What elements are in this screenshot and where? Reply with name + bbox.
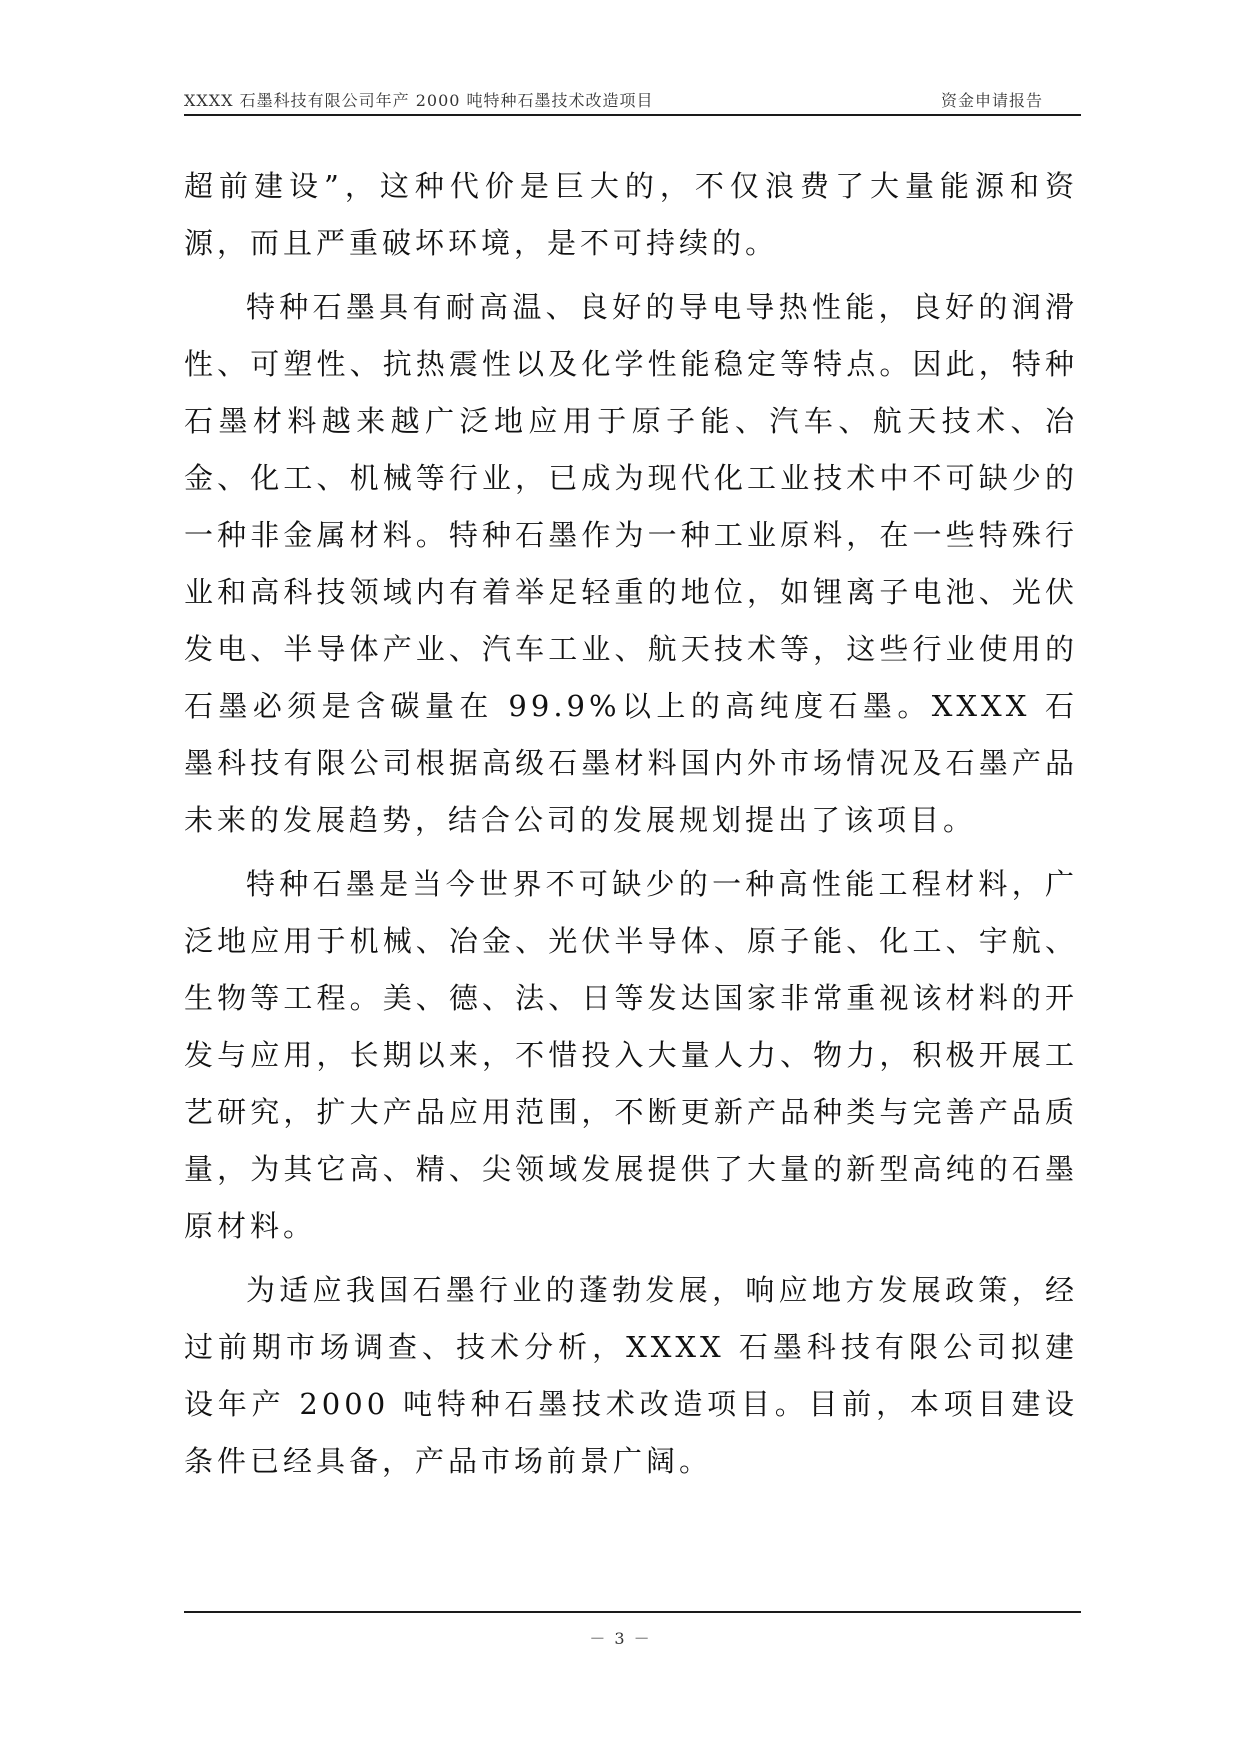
body-paragraph-1: 超前建设”，这种代价是巨大的，不仅浪费了大量能源和资源，而且严重破坏环境，是不可持续的。: [184, 169, 1078, 260]
page-header: [184, 86, 1081, 116]
footer-divider: [184, 1611, 1081, 1613]
body-paragraph-2: 特种石墨具有耐高温、良好的导电导热性能，良好的润滑性、可塑性、抗热震性以及化学性能稳定等特点。因此，特种石墨材料越来越广泛地应用于原子能、汽车、航天技术、冶金、化工、机械等行业，已成为现代化工业技术中不可缺少的一种非金属材料。特种石墨作为一种工业原料，在一些特殊行业和高科技领域内有着举足轻重的地位，如锂离子电池、光伏发电、半导体产业、汽车工业、航天技术等，这些行业使用的石墨必须是含碳量在 99.9%以上的高纯度石墨。XXXX 石墨科技有限公司根据高级石墨材料国内外市场情况及石墨产品未来的发展趋势，结合公司的发展规划提出了该项目。: [184, 290, 1078, 837]
header-report-type: 资金申请报告: [940, 91, 1043, 110]
document-body: [184, 158, 1078, 1490]
body-paragraph-4: 为适应我国石墨行业的蓬勃发展，响应地方发展政策，经过前期市场调查、技术分析，XXXX 石墨科技有限公司拟建设年产 2000 吨特种石墨技术改造项目。目前，本项目建设条件已经具备，产品市场前景广阔。: [184, 1273, 1078, 1478]
header-project-title: XXXX 石墨科技有限公司年产 2000 吨特种石墨技术改造项目: [184, 91, 654, 110]
body-paragraph-3: 特种石墨是当今世界不可缺少的一种高性能工程材料，广泛地应用于机械、冶金、光伏半导体、原子能、化工、宇航、生物等工程。美、德、法、日等发达国家非常重视该材料的开发与应用，长期以来，不惜投入大量人力、物力，积极开展工艺研究，扩大产品应用范围，不断更新产品种类与完善产品质量，为其它高、精、尖领域发展提供了大量的新型高纯的石墨原材料。: [184, 867, 1078, 1243]
page-number: － 3 －: [589, 1629, 652, 1648]
